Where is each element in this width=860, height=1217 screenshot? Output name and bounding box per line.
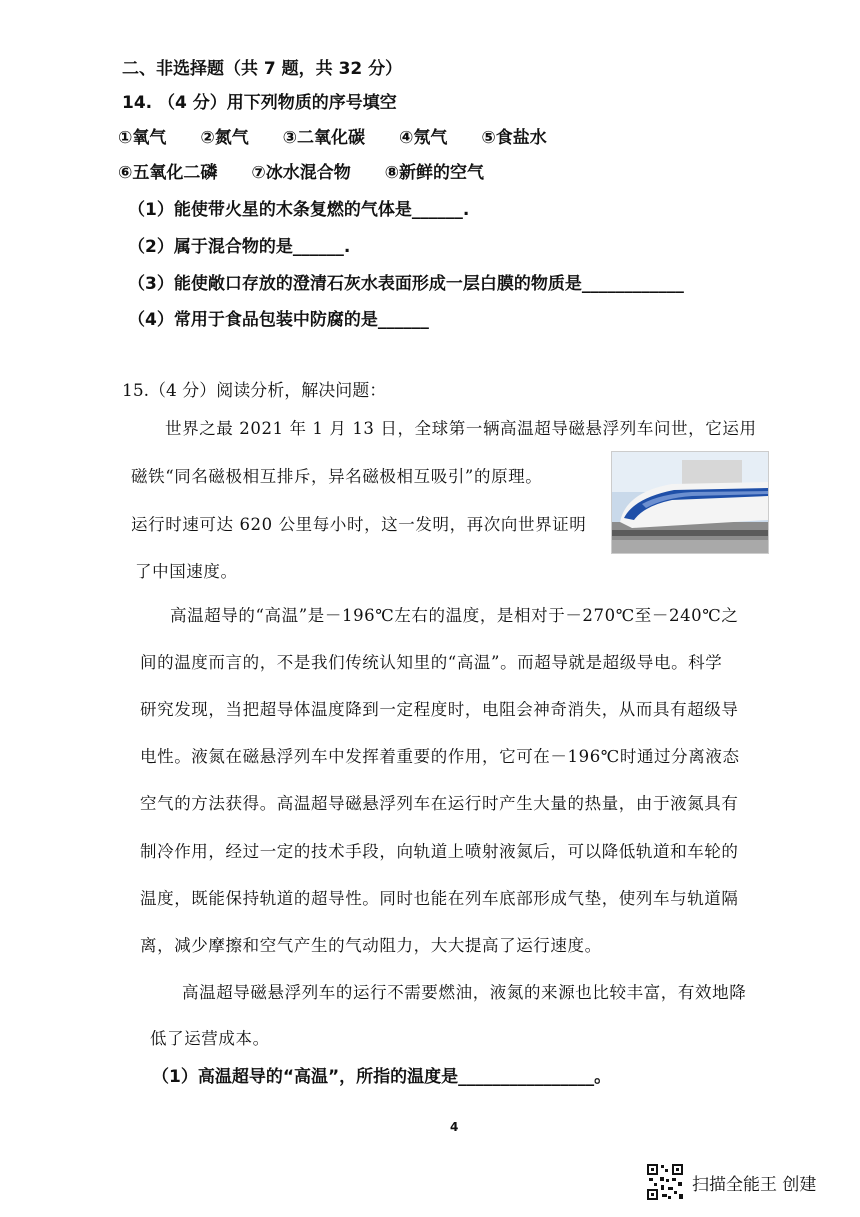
q15-p1-line3: 运行时速可达 620 公里每小时，这一发明，再次向世界证明 <box>131 515 587 534</box>
q14-options-row1 <box>118 127 575 149</box>
watermark-text: 扫描全能王 创建 <box>692 1174 817 1195</box>
maglev-train-photo <box>611 451 769 554</box>
option-2: ②氮气 <box>200 128 249 148</box>
q15-p2-line4: 电性。液氮在磁悬浮列车中发挥着重要的作用，它可在－196℃时通过分离液态 <box>140 747 740 766</box>
q15-p1-line4: 了中国速度。 <box>135 562 238 581</box>
option-8: ⑧新鲜的空气 <box>384 163 485 183</box>
option-7: ⑦冰水混合物 <box>251 163 351 183</box>
option-6: ⑥五氧化二磷 <box>118 163 218 183</box>
option-4: ④氖气 <box>398 128 448 148</box>
q15-p2-line3: 研究发现，当把超导体温度降到一定程度时，电阻会神奇消失，从而具有超级导 <box>140 700 739 719</box>
option-5: ⑤食盐水 <box>481 128 547 148</box>
q15-title: 15.（4 分）阅读分析，解决问题： <box>122 381 387 401</box>
q15-sub1: （1）高温超导的“高温”，所指的温度是________________。 <box>152 1067 612 1087</box>
q14-sub4: （4）常用于食品包装中防腐的是______ <box>128 310 429 330</box>
q14-options-row2 <box>118 162 512 184</box>
q14-sub2: （2）属于混合物的是______. <box>128 237 351 257</box>
q15-p2-line2: 间的温度而言的，不是我们传统认知里的“高温”。而超导就是超级导电。科学 <box>140 653 723 672</box>
page-number: 4 <box>450 1120 459 1134</box>
section-title: 二、非选择题（共 7 题，共 32 分） <box>122 59 403 79</box>
q15-p2-line7: 温度，既能保持轨道的超导性。同时也能在列车底部形成气垫，使列车与轨道隔 <box>140 889 739 908</box>
scanner-watermark <box>646 1162 816 1202</box>
option-3: ③二氧化碳 <box>282 128 366 148</box>
q15-p2-line8: 离，减少摩擦和空气产生的气动阻力，大大提高了运行速度。 <box>140 936 602 955</box>
q15-p1-line2: 磁铁“同名磁极相互排斥，异名磁极相互吸引”的原理。 <box>131 467 543 486</box>
option-1: ①氧气 <box>118 128 167 148</box>
q15-p1-line1: 世界之最 2021 年 1 月 13 日，全球第一辆高温超导磁悬浮列车问世，它运用 <box>165 419 757 438</box>
q14-title: 14. （4 分）用下列物质的序号填空 <box>122 93 397 113</box>
q15-p2-line5: 空气的方法获得。高温超导磁悬浮列车在运行时产生大量的热量，由于液氮具有 <box>140 794 739 813</box>
qr-code-icon <box>646 1163 684 1201</box>
q15-p3-line1: 高温超导磁悬浮列车的运行不需要燃油，液氮的来源也比较丰富，有效地降 <box>182 983 747 1002</box>
q15-p3-line2: 低了运营成本。 <box>150 1029 270 1048</box>
q15-p2-line1: 高温超导的“高温”是－196℃左右的温度，是相对于－270℃至－240℃之 <box>170 606 739 625</box>
maglev-train-image <box>612 452 768 553</box>
q15-p2-line6: 制冷作用，经过一定的技术手段，向轨道上喷射液氮后，可以降低轨道和车轮的 <box>140 842 739 861</box>
q14-sub3: （3）能使敞口存放的澄清石灰水表面形成一层白膜的物质是____________ <box>128 274 684 294</box>
q14-sub1: （1）能使带火星的木条复燃的气体是______. <box>128 200 470 220</box>
